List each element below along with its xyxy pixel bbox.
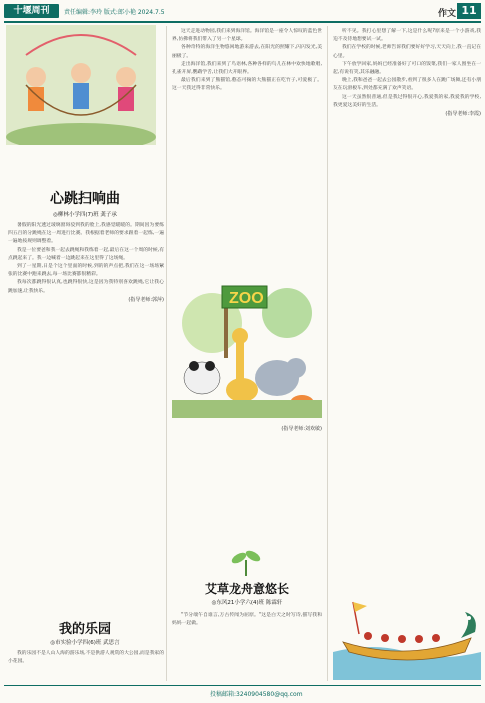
section-title: 作文 <box>438 9 457 19</box>
article5-signature: (指导老师:李霞) <box>445 111 481 118</box>
column-divider <box>327 26 328 681</box>
zoo-animals-illustration <box>172 268 322 418</box>
article2-byline: ◎市实验小学四(6)班 武思言 <box>50 640 120 646</box>
zoo-sign: ZOO <box>229 290 264 307</box>
article1-paragraph: 我每次都跳得很认真,也跳得很快,这是因为我特别喜欢跳绳,它让我心跳加速,让我快乐。 <box>8 280 164 294</box>
article1-paragraph: 到了一星期,日是个这个里面的时候,到的的声点把,我们在这一场场紧张的比赛中跑来跳去,每一场比赛都很精彩。 <box>8 264 164 278</box>
article2-body <box>8 650 164 682</box>
article5-paragraph: 这一天虽然很普通,但是我过得很开心,我爱我的家,我爱我的学校,我更爱这美好的生活。 <box>333 94 481 108</box>
article1-body <box>8 222 164 622</box>
article5-paragraph: 听不见。我打心里想了解一下,这是什么呢?原来是一个小游戏,我迫不及待地想要试一试。 <box>333 29 481 43</box>
column-divider <box>166 26 167 681</box>
article3-paragraph: 各种奇特的海洋生物悠闲地游来游去,在阳光的照耀下,闪闪发光,美丽极了。 <box>172 45 322 59</box>
footer-rule <box>4 685 481 686</box>
article3-paragraph: 这天走进动物园,我们来到海洋馆。海洋馆是一座令人惊叹的蓝色世界,仿佛将我们带入了另一个星球。 <box>172 29 322 43</box>
article5-paragraph: 下午放学回家,妈妈已经准备好了可口的饭菜,我们一家人围坐在一起,有说有笑,其乐融融。 <box>333 61 481 76</box>
article4-body <box>172 612 322 682</box>
article2-paragraph: 我的乐园不是人山人海的游乐场,不是供游人观赏的大公园,而是我家的小花园。 <box>8 651 164 665</box>
page-footer <box>0 685 485 703</box>
article5-body <box>333 28 481 566</box>
article4-title: 艾草龙舟意悠长 <box>204 582 289 596</box>
submission-email[interactable]: 投稿邮箱:3240904580@qq.com <box>210 691 303 698</box>
kids-jumping-rope-illustration <box>6 25 156 145</box>
article5-paragraph: 晚上,我和爸爸一起去公园散步,看到了很多人在跳广场舞,还有小朋友在玩滑板车,到处都充满了欢声笑语。 <box>333 78 481 92</box>
article1-title: 心跳扫响曲 <box>50 191 120 207</box>
article1-paragraph: 暑假的阳光透过玻璃窗斑驳到我的脸上,我感觉暖暖的。期间因为要练四五百的分跳绳在这一周进行比赛。我根据着老师的要求跟着一起练,一遍一遍地按规则调整着。 <box>8 223 164 245</box>
article4-paragraph: "节分端午自谁言,万古传闻为屈原。"这是白天之时写诗,描写我和妈妈一起做。 <box>172 613 322 627</box>
article1-signature: (指导老师:郭萍) <box>128 296 164 303</box>
article4-byline: ◎东风21小学六(4)班 陈霖轩 <box>211 600 283 606</box>
editor-meta: 责任编辑:李玲 版式:郎小艳 2024.7.5 <box>64 9 165 16</box>
article3-body <box>172 28 322 266</box>
masthead: 十堰周刊 <box>4 4 59 18</box>
article2-title: 我的乐园 <box>58 622 111 637</box>
article5-paragraph: 我们在学校的时候,老师告诉我们要好好学习,天天向上,我一直记在心里。 <box>333 45 481 59</box>
page-number: 11 <box>457 3 481 19</box>
header-rule <box>4 21 481 23</box>
article3-paragraph: 最后我们来到了熊猫馆,憨态可掬的大熊猫正在吃竹子,可爱极了。这一天我过得非常快乐。 <box>172 78 322 92</box>
seedling-icon <box>226 548 266 576</box>
article1-byline: ◎柳林小学四(7)班 龚子承 <box>53 212 117 218</box>
article3-signature: (指导老师:刘欢敏) <box>281 426 322 432</box>
page-header <box>0 0 485 22</box>
dragon-boat-illustration <box>333 572 481 680</box>
article3-paragraph: 走出海洋馆,我们来到了鸟语林,各种各样的鸟儿在林中欢快地歌唱,孔雀开屏,鹦鹉学舌,让我们大开眼界。 <box>172 61 322 76</box>
article3-signature-block <box>172 425 322 433</box>
article1-paragraph: 我是一位要爸和我一起去跳绳和我练着一起,最后在这一个周的时候,有点跳起来了。我一边喊着一边跳起来在这里得了这场绳。 <box>8 247 164 261</box>
